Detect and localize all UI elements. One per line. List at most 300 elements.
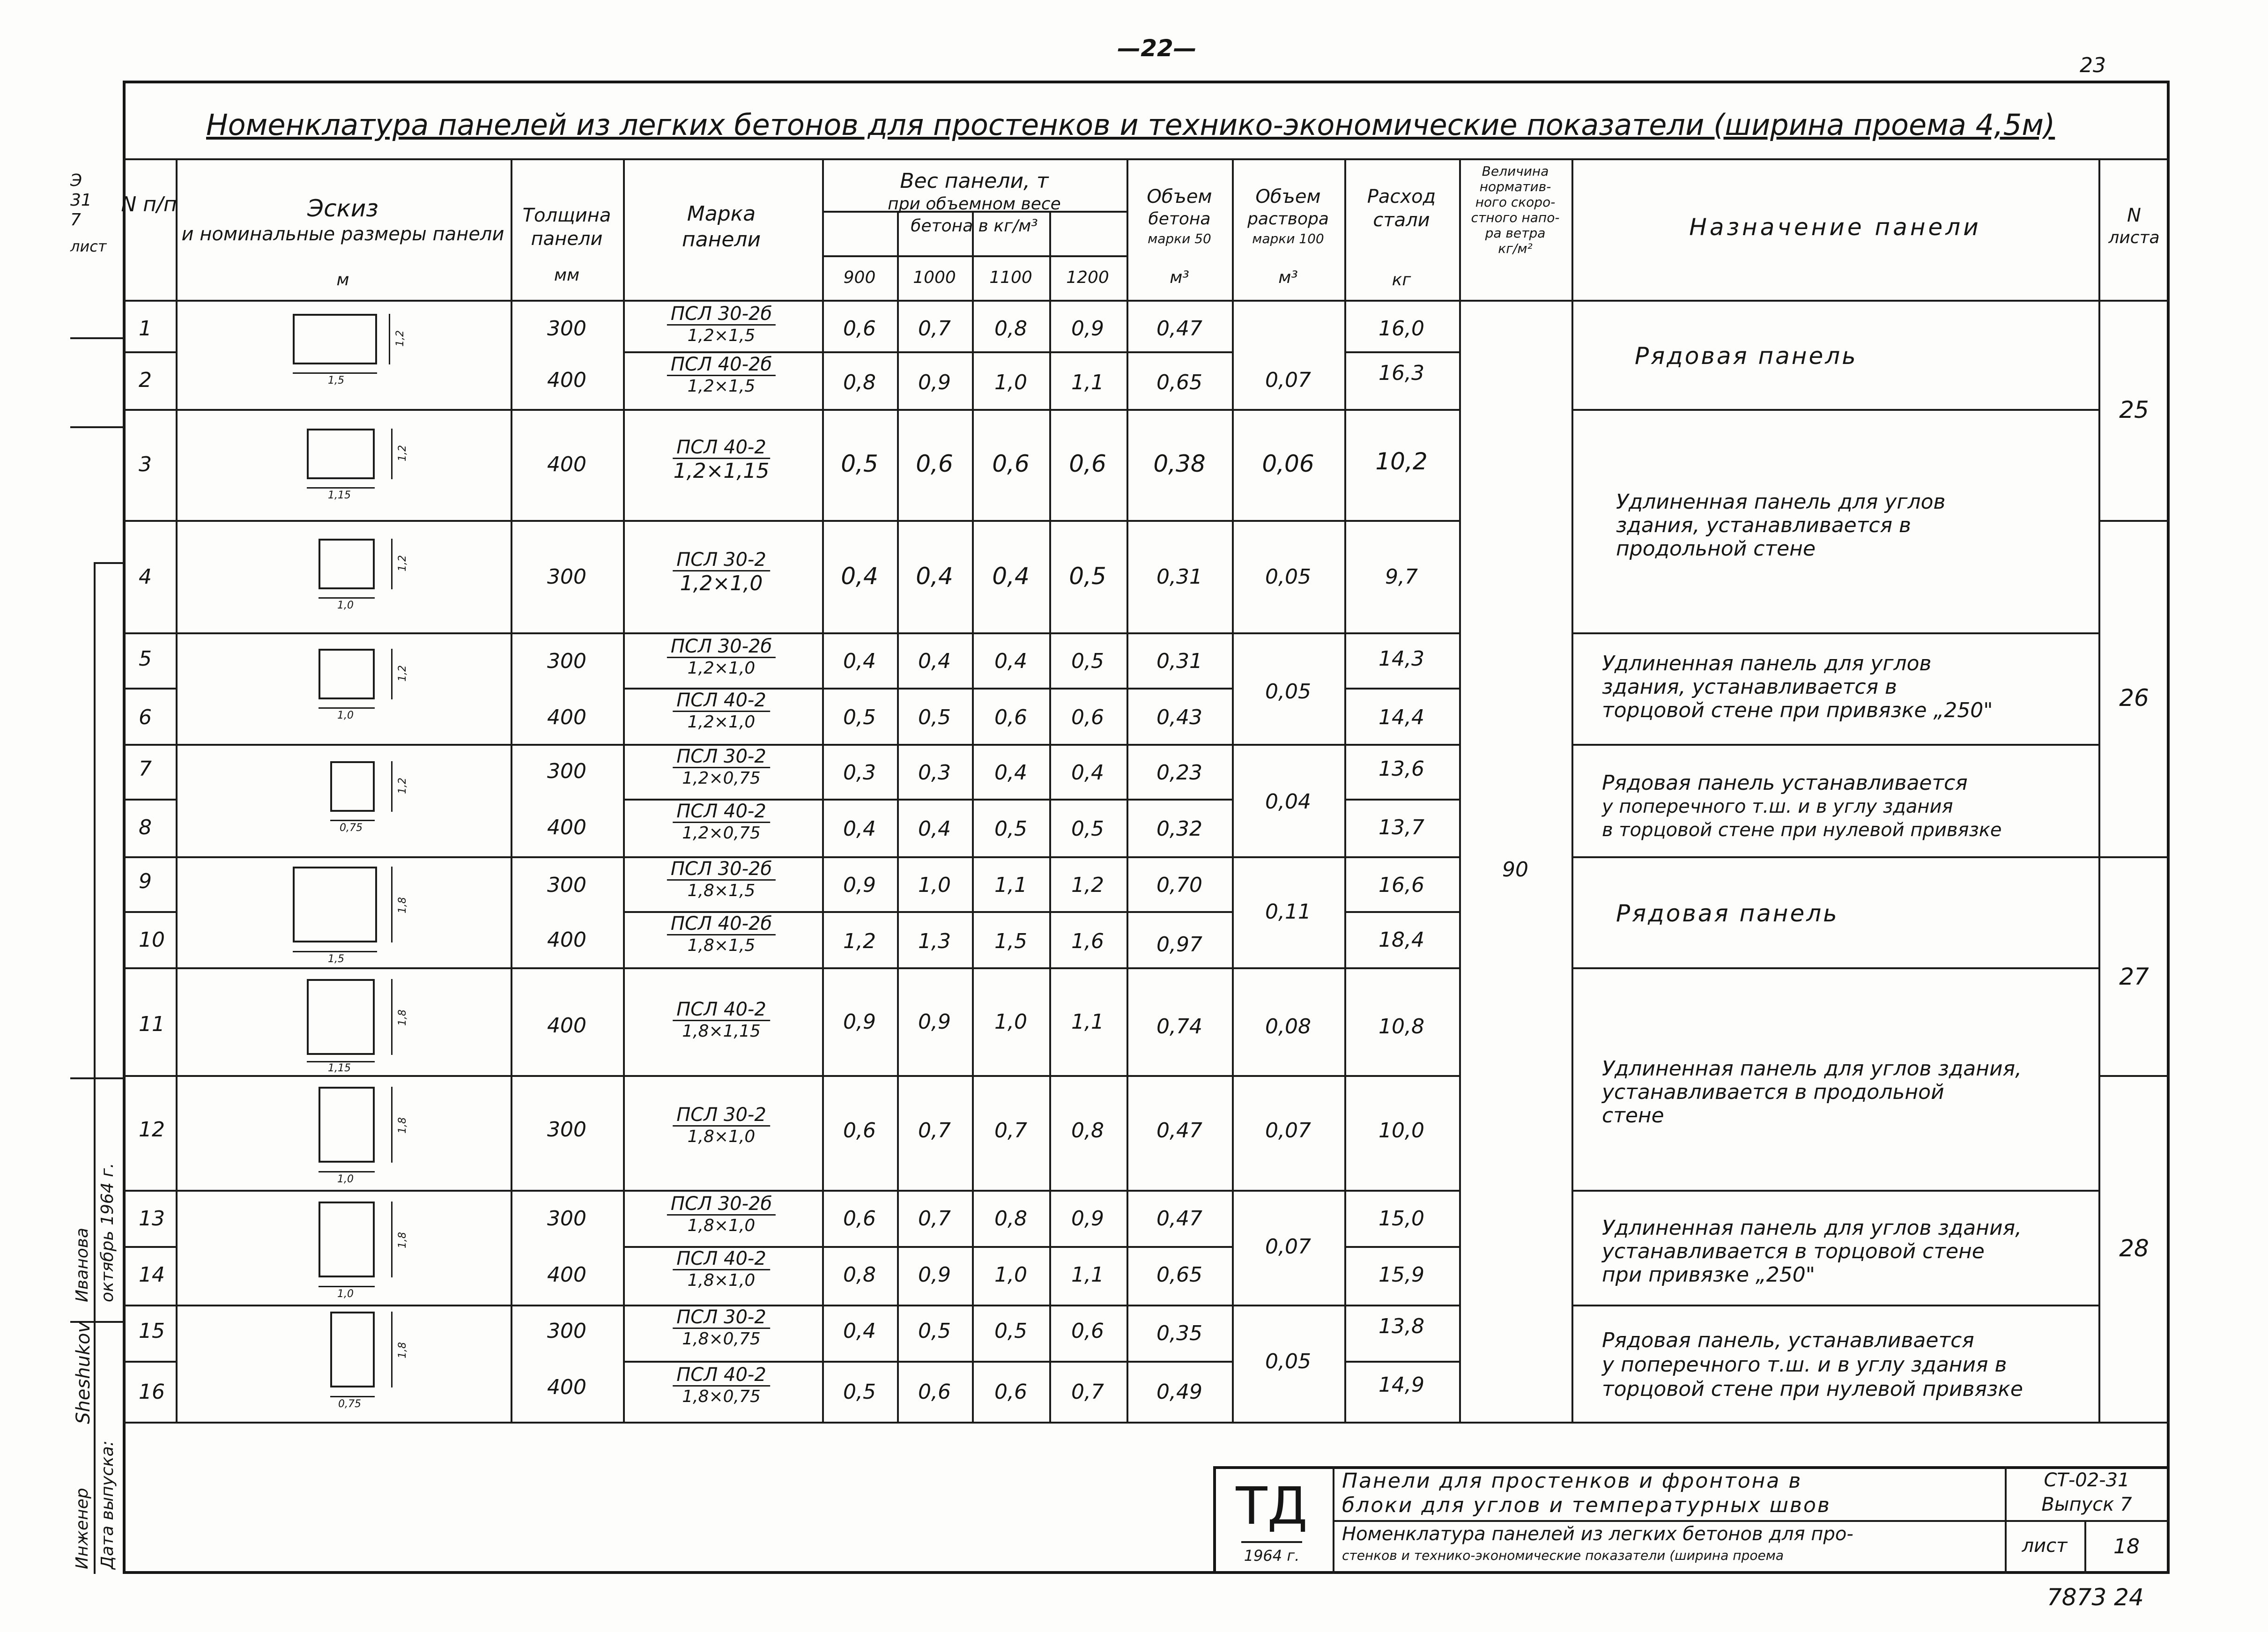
table-title: Номенклатура панелей из легких бетонов для простенков и технико-экономические показатели (ширина проема 4,5м) bbox=[206, 108, 2055, 142]
title-divider bbox=[123, 158, 2170, 160]
org-logo: ТД bbox=[1236, 1476, 1308, 1536]
row-w1100: 0,6 bbox=[994, 1380, 1027, 1404]
row-line bbox=[123, 744, 1459, 746]
row-concrete: 0,70 bbox=[1156, 873, 1202, 897]
row-line bbox=[123, 911, 176, 913]
sketch-dim-width: 1,0 bbox=[337, 1288, 354, 1300]
row-line bbox=[1571, 1190, 2098, 1192]
col-header-concrete: Объем bbox=[1147, 186, 1212, 208]
dim-line bbox=[293, 372, 377, 374]
purpose-text: Рядовая панель bbox=[1616, 900, 1839, 927]
dim-line bbox=[391, 867, 393, 942]
row-steel: 13,7 bbox=[1379, 816, 1424, 839]
doc-issue: Выпуск 7 bbox=[2041, 1494, 2132, 1515]
row-line bbox=[1344, 799, 1459, 801]
row-line bbox=[123, 1075, 1459, 1077]
col-header-concrete-sub: бетона bbox=[1148, 209, 1211, 229]
row-w1200: 0,9 bbox=[1071, 1207, 1104, 1231]
row-thickness: 300 bbox=[547, 649, 586, 673]
row-concrete: 0,65 bbox=[1156, 1263, 1202, 1287]
sketch-dim-height: 1,2 bbox=[397, 445, 408, 461]
sketch-dim-height: 1,8 bbox=[397, 897, 408, 913]
dim-line bbox=[319, 707, 375, 709]
col-header-weight: Вес панели, т bbox=[900, 169, 1049, 193]
sheet-number-block: 18 bbox=[2113, 1535, 2140, 1558]
row-steel: 14,9 bbox=[1379, 1373, 1424, 1397]
row-w1200: 0,5 bbox=[1071, 649, 1104, 673]
row-thickness: 300 bbox=[547, 1319, 586, 1343]
row-steel: 10,2 bbox=[1375, 448, 1428, 475]
row-concrete: 0,65 bbox=[1156, 371, 1202, 394]
col-line bbox=[1571, 158, 1573, 1423]
row-mark: ПСЛ 40-2 1,2×1,15 bbox=[673, 437, 770, 483]
panel-sketch bbox=[319, 649, 375, 699]
series-title: Панели для простенков и фронтона в bbox=[1342, 1469, 1802, 1493]
row-steel: 10,8 bbox=[1379, 1015, 1424, 1039]
col-header-mortar-sub2: марки 100 bbox=[1252, 231, 1324, 246]
row-mortar: 0,05 bbox=[1265, 565, 1311, 589]
col-header-mark: Марка bbox=[687, 202, 756, 226]
row-line bbox=[123, 688, 176, 690]
row-w900: 0,5 bbox=[843, 1380, 876, 1404]
sheet-number: 25 bbox=[2119, 396, 2149, 423]
col-line bbox=[972, 211, 974, 1423]
row-mark: ПСЛ 30-2 1,8×1,0 bbox=[673, 1105, 770, 1145]
row-number: 10 bbox=[139, 928, 165, 952]
row-w1200: 1,6 bbox=[1071, 929, 1104, 953]
row-w1000: 0,6 bbox=[916, 450, 953, 477]
row-line bbox=[1571, 632, 2098, 634]
sketch-dim-height: 1,8 bbox=[397, 1342, 408, 1358]
row-number: 16 bbox=[139, 1380, 165, 1404]
dim-line bbox=[391, 649, 393, 699]
purpose-text: продольной стене bbox=[1616, 537, 1816, 561]
row-w1000: 0,7 bbox=[918, 1207, 951, 1231]
sketch-dim-height: 1,8 bbox=[397, 1117, 408, 1134]
row-line bbox=[123, 799, 176, 801]
row-w1100: 0,6 bbox=[994, 705, 1027, 729]
row-w1200: 1,1 bbox=[1071, 371, 1104, 394]
col-header-thickness-sub: панели bbox=[531, 228, 603, 250]
row-line bbox=[1571, 967, 2098, 969]
row-number: 8 bbox=[139, 816, 152, 839]
row-w1000: 0,5 bbox=[918, 1319, 951, 1343]
row-mark: ПСЛ 40-2 1,2×0,75 bbox=[673, 802, 770, 842]
row-concrete: 0,47 bbox=[1156, 1207, 1202, 1231]
margin-line bbox=[70, 426, 123, 428]
row-concrete: 0,47 bbox=[1156, 317, 1202, 341]
row-concrete: 0,23 bbox=[1156, 761, 1202, 785]
stamp-date-label: Дата выпуска: bbox=[98, 1440, 117, 1569]
logo-underline bbox=[1241, 1541, 1302, 1543]
row-w1000: 0,4 bbox=[918, 649, 951, 673]
mortar-rows-15-16: 0,05 bbox=[1265, 1350, 1311, 1373]
row-concrete: 0,74 bbox=[1156, 1015, 1202, 1039]
row-w900: 0,4 bbox=[841, 563, 878, 590]
title-block-year: 1964 г. bbox=[1244, 1547, 1300, 1565]
row-line bbox=[123, 520, 1459, 522]
row-steel: 9,7 bbox=[1385, 565, 1418, 589]
dim-line bbox=[391, 761, 393, 812]
row-w900: 0,8 bbox=[843, 371, 876, 394]
row-w1100: 1,0 bbox=[994, 1263, 1027, 1287]
col-line bbox=[1049, 211, 1051, 1423]
dim-line bbox=[330, 820, 375, 821]
row-thickness: 300 bbox=[547, 317, 586, 341]
row-w1100: 0,4 bbox=[994, 761, 1027, 785]
row-thickness: 300 bbox=[547, 759, 586, 783]
col-header-weight-sub: при объемном весе bbox=[888, 194, 1061, 214]
panel-sketch bbox=[293, 314, 377, 364]
purpose-text: Удлиненная панель для углов bbox=[1616, 490, 1946, 514]
panel-sketch bbox=[330, 1312, 375, 1387]
row-w1000: 0,7 bbox=[918, 317, 951, 341]
sketch-dim-height: 1,8 bbox=[397, 1009, 408, 1026]
row-w1100: 0,7 bbox=[994, 1119, 1027, 1142]
row-concrete: 0,32 bbox=[1156, 817, 1202, 841]
col-line bbox=[1232, 158, 1234, 1423]
row-w1100: 0,8 bbox=[994, 317, 1027, 341]
row-line bbox=[123, 632, 1459, 634]
dim-line bbox=[330, 1396, 375, 1397]
sketch-dim-width: 1,0 bbox=[337, 710, 354, 721]
margin-line bbox=[70, 337, 123, 339]
sketch-dim-height: 1,2 bbox=[397, 555, 408, 571]
purpose-text: в торцовой стене при нулевой привязке bbox=[1602, 819, 2002, 841]
sheet-number: 26 bbox=[2119, 684, 2149, 712]
mortar-rows-9-10: 0,11 bbox=[1265, 900, 1311, 924]
purpose-text: здания, устанавливается в bbox=[1616, 513, 1911, 537]
col-header-purpose: Назначение панели bbox=[1689, 214, 1981, 241]
row-mark: ПСЛ 30-2б 1,8×1,0 bbox=[667, 1194, 776, 1234]
stamp-engineer-name: Иванова bbox=[73, 1227, 92, 1302]
row-w1200: 1,1 bbox=[1071, 1263, 1104, 1287]
col-header-sheet: N bbox=[2127, 205, 2141, 226]
col-header-w1000: 1000 bbox=[913, 268, 956, 287]
row-number: 13 bbox=[139, 1207, 165, 1231]
row-w1100: 0,5 bbox=[994, 1319, 1027, 1343]
row-line bbox=[2098, 1075, 2170, 1077]
row-steel: 14,3 bbox=[1379, 647, 1424, 671]
purpose-text: Удлиненная панель для углов здания, bbox=[1602, 1057, 2022, 1081]
row-w1200: 0,8 bbox=[1071, 1119, 1104, 1142]
col-header-sketch-sub: и номинальные размеры панели bbox=[181, 223, 504, 245]
row-line bbox=[1344, 351, 1459, 353]
row-steel: 16,3 bbox=[1379, 361, 1424, 385]
row-w1000: 1,3 bbox=[918, 929, 951, 953]
purpose-text: у поперечного т.ш. и в углу здания bbox=[1602, 796, 1953, 817]
row-mark: ПСЛ 40-2 1,2×1,0 bbox=[673, 691, 770, 731]
sheet-number: 28 bbox=[2119, 1235, 2149, 1262]
row-thickness: 400 bbox=[547, 1375, 586, 1399]
row-number: 1 bbox=[139, 317, 152, 341]
row-w1100: 1,1 bbox=[994, 873, 1027, 897]
row-w900: 0,4 bbox=[843, 649, 876, 673]
row-line bbox=[123, 1246, 176, 1248]
row-mark: ПСЛ 30-2 1,2×1,0 bbox=[673, 550, 770, 594]
row-number: 6 bbox=[139, 705, 152, 729]
title-block-line bbox=[1333, 1520, 2170, 1522]
row-concrete: 0,38 bbox=[1153, 450, 1206, 477]
row-thickness: 300 bbox=[547, 873, 586, 897]
row-w1200: 1,1 bbox=[1071, 1010, 1104, 1034]
row-w900: 0,5 bbox=[841, 450, 878, 477]
row-w900: 0,8 bbox=[843, 1263, 876, 1287]
doc-code: СТ-02-31 bbox=[2044, 1469, 2130, 1491]
header-line bbox=[822, 255, 1127, 257]
row-w1000: 0,7 bbox=[918, 1119, 951, 1142]
row-line bbox=[1344, 911, 1459, 913]
col-header-mortar-sub: раствора bbox=[1247, 209, 1329, 229]
sketch-dim-width: 1,0 bbox=[337, 1173, 354, 1185]
purpose-text: у поперечного т.ш. и в углу здания в bbox=[1602, 1353, 2007, 1377]
col-line bbox=[2098, 158, 2100, 1423]
row-number: 2 bbox=[139, 368, 152, 392]
row-mark: ПСЛ 30-2 1,8×0,75 bbox=[673, 1308, 770, 1348]
row-mark: ПСЛ 40-2б 1,2×1,5 bbox=[667, 355, 776, 395]
col-header-concrete-unit: м³ bbox=[1170, 268, 1189, 287]
mortar-rows-5-6: 0,05 bbox=[1265, 680, 1311, 704]
row-steel: 15,0 bbox=[1379, 1207, 1424, 1231]
col-line bbox=[123, 158, 125, 1423]
col-header-wind-6: кг/м² bbox=[1498, 241, 1533, 256]
row-w1100: 1,0 bbox=[994, 371, 1027, 394]
col-header-wind-2: норматив- bbox=[1479, 179, 1551, 194]
row-w1200: 1,2 bbox=[1071, 873, 1104, 897]
row-line bbox=[1344, 1361, 1459, 1363]
row-thickness: 400 bbox=[547, 816, 586, 839]
row-steel: 13,6 bbox=[1379, 757, 1424, 781]
col-header-w900: 900 bbox=[843, 268, 876, 287]
panel-sketch bbox=[307, 429, 375, 479]
row-thickness: 400 bbox=[547, 1263, 586, 1287]
margin-fragment: 31 bbox=[70, 191, 92, 210]
col-line bbox=[1459, 158, 1461, 1423]
dim-line bbox=[391, 1087, 393, 1163]
row-w1200: 0,5 bbox=[1071, 817, 1104, 841]
row-w1100: 0,4 bbox=[994, 649, 1027, 673]
row-w1000: 0,6 bbox=[918, 1380, 951, 1404]
row-number: 7 bbox=[139, 757, 152, 781]
col-header-steel: Расход bbox=[1367, 186, 1436, 208]
row-w900: 0,9 bbox=[843, 1010, 876, 1034]
dim-line bbox=[307, 487, 375, 489]
purpose-text: стене bbox=[1602, 1104, 1664, 1128]
row-line bbox=[1344, 409, 1459, 411]
sheet-number: 27 bbox=[2119, 963, 2149, 990]
row-line bbox=[123, 351, 176, 353]
row-w1200: 0,6 bbox=[1071, 1319, 1104, 1343]
col-header-np: N п/п bbox=[121, 193, 177, 216]
sketch-dim-width: 1,15 bbox=[328, 490, 351, 501]
row-line bbox=[1344, 688, 1459, 690]
row-mark: ПСЛ 40-2б 1,8×1,5 bbox=[667, 914, 776, 954]
row-w1200: 0,7 bbox=[1071, 1380, 1104, 1404]
row-mortar: 0,07 bbox=[1265, 1119, 1311, 1142]
col-header-w1200: 1200 bbox=[1066, 268, 1109, 287]
row-w900: 0,6 bbox=[843, 1207, 876, 1231]
row-w1200: 0,4 bbox=[1071, 761, 1104, 785]
row-line bbox=[123, 856, 1459, 858]
row-concrete: 0,49 bbox=[1156, 1380, 1202, 1404]
purpose-text: торцовой стене при привязке „250" bbox=[1602, 698, 1993, 722]
row-w900: 1,2 bbox=[843, 929, 876, 953]
row-mark: ПСЛ 30-2б 1,2×1,0 bbox=[667, 637, 776, 677]
purpose-text: Удлиненная панель для углов bbox=[1602, 652, 1932, 675]
dim-line bbox=[391, 1202, 393, 1277]
row-thickness: 300 bbox=[547, 565, 586, 589]
row-line bbox=[1571, 409, 2098, 411]
sketch-dim-width: 0,75 bbox=[338, 1398, 361, 1410]
row-w1000: 0,3 bbox=[918, 761, 951, 785]
row-concrete: 0,31 bbox=[1156, 649, 1202, 673]
row-w900: 0,4 bbox=[843, 1319, 876, 1343]
dim-line bbox=[391, 979, 393, 1055]
row-thickness: 400 bbox=[547, 705, 586, 729]
row-w1000: 0,9 bbox=[918, 1263, 951, 1287]
row-w1000: 0,9 bbox=[918, 371, 951, 394]
row-line bbox=[623, 1361, 1232, 1363]
sketch-dim-height: 1,2 bbox=[394, 330, 406, 347]
row-thickness: 400 bbox=[547, 1014, 586, 1038]
margin-fragment: 7 bbox=[70, 210, 81, 230]
col-line bbox=[176, 158, 178, 1423]
row-line bbox=[123, 1190, 1459, 1192]
sketch-dim-width: 1,0 bbox=[337, 600, 354, 611]
sketch-dim-width: 1,15 bbox=[328, 1062, 351, 1074]
col-header-sheet-sub: листа bbox=[2108, 228, 2160, 247]
wind-value: 90 bbox=[1502, 858, 1528, 882]
row-w1000: 0,4 bbox=[916, 563, 953, 590]
bottom-number: 7873 24 bbox=[2047, 1584, 2144, 1611]
row-concrete: 0,35 bbox=[1156, 1321, 1202, 1345]
row-line bbox=[1571, 856, 2170, 858]
col-header-sketch-unit: м bbox=[336, 270, 349, 289]
purpose-text: Рядовая панель, устанавливается bbox=[1602, 1328, 1974, 1352]
row-thickness: 300 bbox=[547, 1118, 586, 1142]
sketch-dim-height: 1,2 bbox=[397, 665, 408, 682]
purpose-text: торцовой стене при нулевой привязке bbox=[1602, 1377, 2023, 1401]
row-w1000: 0,4 bbox=[918, 817, 951, 841]
header-bottom-line bbox=[123, 300, 2170, 302]
margin-line bbox=[94, 562, 123, 564]
sheet-title: Номенклатура панелей из легких бетонов для про- bbox=[1342, 1523, 1853, 1545]
row-w900: 0,6 bbox=[843, 317, 876, 341]
sketch-dim-width: 0,75 bbox=[340, 822, 363, 834]
row-number: 12 bbox=[139, 1118, 165, 1142]
col-header-w1100: 1100 bbox=[989, 268, 1032, 287]
page-number-corner: 23 bbox=[2080, 53, 2106, 77]
col-header-mortar-unit: м³ bbox=[1278, 268, 1298, 287]
sketch-dim-width: 1,5 bbox=[328, 953, 344, 965]
row-line bbox=[1344, 1246, 1459, 1248]
dim-line bbox=[389, 314, 390, 364]
panel-sketch bbox=[330, 761, 375, 812]
margin-fragment: Э bbox=[70, 171, 82, 190]
stamp-line bbox=[70, 1077, 123, 1079]
purpose-text: при привязке „250" bbox=[1602, 1263, 1816, 1287]
col-header-mortar: Объем bbox=[1255, 186, 1321, 208]
row-w900: 0,3 bbox=[843, 761, 876, 785]
purpose-text: Рядовая панель устанавливается bbox=[1602, 771, 1968, 795]
row-mortar: 0,08 bbox=[1265, 1015, 1311, 1039]
dim-line bbox=[293, 951, 377, 952]
row-number: 15 bbox=[139, 1319, 165, 1343]
row-steel: 16,0 bbox=[1379, 317, 1424, 341]
row-w1100: 1,5 bbox=[994, 929, 1027, 953]
page-number: —22— bbox=[1117, 35, 1197, 62]
row-concrete: 0,43 bbox=[1156, 705, 1202, 729]
col-header-steel-unit: кг bbox=[1392, 270, 1411, 289]
row-w900: 0,9 bbox=[843, 873, 876, 897]
title-block-line bbox=[2084, 1520, 2086, 1574]
stamp-date-value: октябрь 1964 г. bbox=[98, 1163, 117, 1302]
col-header-thickness: Толщина bbox=[522, 205, 611, 226]
row-steel: 13,8 bbox=[1379, 1314, 1424, 1338]
col-header-concrete-sub2: марки 50 bbox=[1148, 231, 1211, 246]
row-thickness: 300 bbox=[547, 1207, 586, 1231]
dim-line bbox=[391, 1312, 393, 1387]
row-number: 5 bbox=[139, 647, 152, 671]
row-w1200: 0,6 bbox=[1071, 705, 1104, 729]
table-bottom-line bbox=[123, 1422, 2170, 1424]
row-concrete: 0,31 bbox=[1156, 565, 1202, 589]
row-w1000: 0,5 bbox=[918, 705, 951, 729]
col-line bbox=[1344, 158, 1346, 1423]
stamp-engineer-label: Инженер bbox=[73, 1488, 92, 1569]
row-w900: 0,5 bbox=[843, 705, 876, 729]
stamp-signature: Sheshukov bbox=[73, 1321, 94, 1424]
row-w1200: 0,6 bbox=[1069, 450, 1106, 477]
row-concrete: 0,47 bbox=[1156, 1119, 1202, 1142]
mortar-rows-1-2: 0,07 bbox=[1265, 368, 1311, 392]
purpose-text: устанавливается в торцовой стене bbox=[1602, 1239, 1985, 1263]
row-w1100: 1,0 bbox=[994, 1010, 1027, 1034]
col-line bbox=[511, 158, 512, 1423]
row-number: 9 bbox=[139, 869, 152, 893]
row-w1000: 0,9 bbox=[918, 1010, 951, 1034]
row-line bbox=[2098, 520, 2170, 522]
col-header-weight-sub2: бетона в кг/м³ bbox=[911, 216, 1038, 236]
col-header-mark-sub: панели bbox=[682, 228, 761, 252]
mortar-rows-13-14: 0,07 bbox=[1265, 1235, 1311, 1259]
row-thickness: 400 bbox=[547, 928, 586, 952]
col-header-wind-3: ного скоро- bbox=[1475, 194, 1556, 210]
row-number: 14 bbox=[139, 1263, 165, 1287]
row-steel: 16,6 bbox=[1379, 873, 1424, 897]
series-title: блоки для углов и температурных швов bbox=[1342, 1493, 1831, 1517]
row-concrete: 0,97 bbox=[1156, 933, 1202, 957]
col-header-wind: Величина bbox=[1482, 163, 1549, 179]
margin-fragment: лист bbox=[70, 237, 107, 255]
row-thickness: 400 bbox=[547, 368, 586, 392]
row-line bbox=[1571, 744, 2098, 746]
panel-sketch bbox=[293, 867, 377, 942]
col-header-sketch: Эскиз bbox=[307, 195, 378, 222]
panel-sketch bbox=[319, 539, 375, 589]
dim-line bbox=[391, 429, 393, 479]
row-thickness: 400 bbox=[547, 453, 586, 476]
panel-sketch bbox=[307, 979, 375, 1055]
row-mark: ПСЛ 30-2 1,2×0,75 bbox=[673, 747, 770, 787]
panel-sketch bbox=[319, 1087, 375, 1163]
dim-line bbox=[319, 1171, 375, 1172]
row-mark: ПСЛ 40-2 1,8×0,75 bbox=[673, 1365, 770, 1405]
row-w1200: 0,5 bbox=[1069, 563, 1106, 590]
row-line bbox=[123, 409, 1344, 411]
row-w1100: 0,8 bbox=[994, 1207, 1027, 1231]
panel-sketch bbox=[319, 1202, 375, 1277]
